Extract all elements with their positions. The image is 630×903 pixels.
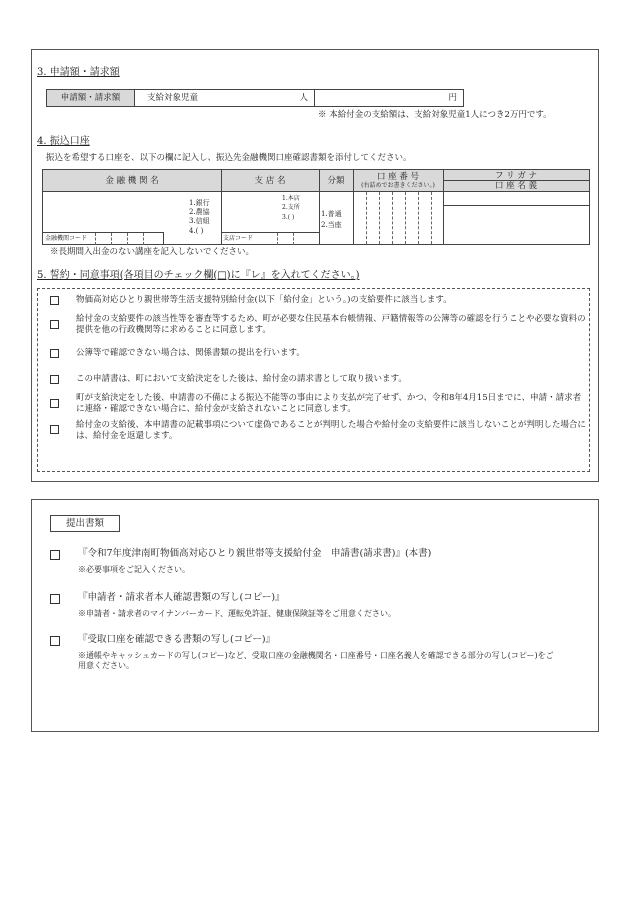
- branch-option-1[interactable]: 1.本店: [282, 195, 300, 202]
- account-holder-field[interactable]: [444, 206, 589, 244]
- agreement-item-4: この申請書は、町において支給決定をした後は、給付金の請求書として取り扱います。: [76, 374, 407, 384]
- bank-code-row: [43, 232, 163, 244]
- col-type: 分類: [327, 176, 345, 186]
- bank-option-3[interactable]: 3.信組: [189, 217, 210, 225]
- bank-instruction: 振込を希望する口座を、以下の欄に記入し、振込先金融機関口座確認書類を添付してください。: [46, 153, 412, 163]
- document-checkbox-2[interactable]: [50, 594, 60, 604]
- col-account-note: (右詰めでお書きください。): [361, 182, 435, 189]
- agreement-item-2: 給付金の支給要件の該当性等を審査等するため、町が必要な住民基本台帳情報、戸籍情報等の公簿等の確認を行うことや必要な資料の提供を他の行政機関等に求めることに同意します。: [76, 314, 586, 335]
- agreement-checkbox-3[interactable]: [50, 349, 59, 358]
- bank-code-label: 金融機関コード: [45, 235, 88, 242]
- section5-heading: 5. 誓約・同意事項(各項目のチェック欄(□)に『レ』を入れてください。): [37, 270, 360, 281]
- branch-code-row: [221, 232, 319, 244]
- yen-unit: 円: [448, 93, 457, 103]
- section3-heading: 3. 申請額・請求額: [37, 67, 120, 78]
- documents-heading: 提出書類: [50, 515, 120, 532]
- document-note-1: ※必要事項をご記入ください。: [78, 565, 190, 574]
- amount-note: ※ 本給付金の支給額は、支給対象児童1人につき2万円です。: [318, 110, 552, 120]
- person-unit: 人: [299, 93, 308, 103]
- agreement-item-1: 物価高対応ひとり親世帯等生活支援特別給付金(以下「給付金」という。)の支給要件に該当します。: [76, 295, 452, 305]
- branch-option-2[interactable]: 2.支所: [282, 204, 300, 211]
- document-title-1: 『令和7年度津南町物価高対応ひとり親世帯等支援給付金 申請書(請求書)』(本書): [78, 548, 432, 559]
- col-bank-name: 金 融 機 関 名: [105, 176, 159, 186]
- bank-option-1[interactable]: 1.銀行: [189, 199, 210, 207]
- type-option-2[interactable]: 2.当座: [321, 221, 342, 229]
- account-digit-divider: [418, 192, 419, 244]
- agreement-item-5: 町が支給決定をした後、申請書の不備による振込不能等の事由により支払が完了せず、かつ、令和8年4月15日までに、申請・請求者に連絡・確認できない場合に、給付金が支給されないことに同意します。: [76, 393, 582, 414]
- divider: [319, 170, 320, 244]
- document-checkbox-3[interactable]: [50, 636, 60, 646]
- code-digit-divider: [127, 233, 128, 245]
- section4-heading: 4. 振込口座: [37, 136, 90, 147]
- account-digit-divider: [366, 192, 367, 244]
- amount-table: [46, 89, 464, 107]
- agreement-checkbox-6[interactable]: [50, 425, 59, 434]
- document-note-3: ※通帳やキャッシュカードの写し(コピー)など、受取口座の金融機関名・口座番号・口座名義人を確認できる部分の写し(コピー)をご用意ください。: [78, 651, 554, 670]
- col-account-number: 口 座 番 号: [376, 172, 420, 182]
- code-digit-divider: [277, 233, 278, 245]
- account-digit-divider: [392, 192, 393, 244]
- amount-field[interactable]: [315, 90, 463, 106]
- children-count-field[interactable]: [227, 90, 315, 106]
- code-digit-divider: [293, 233, 294, 245]
- account-digit-divider: [379, 192, 380, 244]
- col-furigana: フ リ ガ ナ: [494, 171, 538, 181]
- code-digit-divider: [111, 233, 112, 245]
- document-note-2: ※申請者・請求者のマイナンバーカード、運転免許証、健康保険証等をご用意ください。: [78, 609, 396, 618]
- bank-name-field[interactable]: [43, 192, 188, 232]
- agreement-checkbox-4[interactable]: [50, 375, 59, 384]
- document-checkbox-1[interactable]: [50, 550, 60, 560]
- agreement-item-3: 公簿等で確認できない場合は、関係書類の提出を行います。: [76, 348, 305, 358]
- branch-name-field[interactable]: [221, 192, 279, 232]
- document-title-3: 『受取口座を確認できる書類の写し(コピー)』: [78, 634, 276, 645]
- document-title-2: 『申請者・請求者本人確認書類の写し(コピー)』: [78, 592, 285, 603]
- col-branch-name: 支 店 名: [254, 176, 286, 186]
- agreement-item-6: 給付金の支給後、本申請書の記載事項について虚偽であることが判明した場合や給付金の支給要件に該当しないことが判明した場合には、給付金を返還します。: [76, 420, 586, 441]
- divider: [353, 170, 354, 244]
- code-digit-divider: [143, 233, 144, 245]
- bank-code-end: [163, 232, 164, 244]
- account-digit-divider: [405, 192, 406, 244]
- branch-option-3[interactable]: 3.( ): [282, 214, 295, 221]
- code-digit-divider: [95, 233, 96, 245]
- account-digit-divider: [431, 192, 432, 244]
- bank-note: ※長期間入出金のない講座を記入しないでください。: [50, 247, 255, 257]
- header-furigana-divider: [443, 180, 589, 181]
- agreement-checkbox-2[interactable]: [50, 320, 59, 329]
- branch-code-label: 支店コード: [223, 235, 254, 242]
- bank-option-4[interactable]: 4.( ): [189, 227, 204, 235]
- amount-table-header: 申請額・請求額: [47, 90, 135, 106]
- agreement-checkbox-1[interactable]: [50, 296, 59, 305]
- bank-table: [42, 169, 590, 245]
- agreement-checkbox-5[interactable]: [50, 399, 59, 408]
- furigana-field[interactable]: [444, 192, 589, 206]
- col-holder-name: 口 座 名 義: [494, 181, 538, 191]
- bank-option-2[interactable]: 2.農協: [189, 208, 210, 216]
- type-option-1[interactable]: 1.普通: [321, 210, 342, 218]
- target-children-label: 支給対象児童: [147, 93, 199, 103]
